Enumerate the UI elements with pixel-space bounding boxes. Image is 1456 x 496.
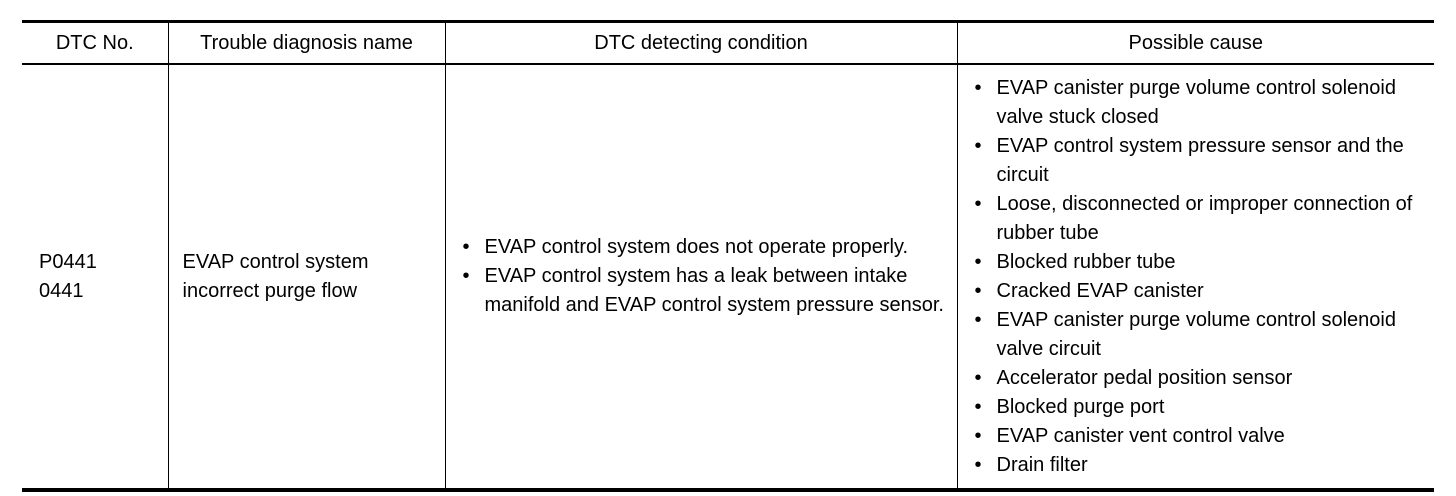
bullet-icon: • — [974, 279, 982, 302]
dtc-table — [22, 20, 1434, 492]
header-trouble-diagnosis-name: Trouble diagnosis name — [168, 22, 445, 65]
possible-cause-cell — [957, 64, 1434, 490]
list-item — [972, 190, 1423, 248]
condition-text: EVAP control system does not operate properly. — [484, 236, 909, 258]
condition-list — [460, 233, 945, 320]
list-item — [972, 74, 1423, 132]
condition-text: EVAP control system has a leak between intake manifold and EVAP control system pressure sensor. — [484, 265, 944, 316]
diagnosis-name: EVAP control system incorrect purge flow — [182, 250, 369, 302]
list-item — [972, 364, 1423, 393]
cause-text: EVAP canister vent control valve — [996, 424, 1285, 447]
cause-text: EVAP canister purge volume control solenoid valve stuck closed — [996, 76, 1396, 128]
cause-text: Loose, disconnected or improper connection of rubber tube — [996, 192, 1413, 244]
bullet-icon: • — [974, 308, 982, 331]
list-item — [972, 306, 1423, 364]
dtc-code: 0441 — [39, 279, 84, 302]
list-item — [460, 233, 945, 262]
header-dtc-detecting-condition: DTC detecting condition — [445, 22, 957, 65]
list-item — [972, 277, 1423, 306]
bullet-icon: • — [974, 192, 982, 215]
bullet-icon: • — [974, 134, 982, 157]
bullet-icon: • — [974, 366, 982, 389]
cause-text: Drain filter — [996, 453, 1088, 476]
dtc-number-cell — [22, 64, 168, 490]
list-item — [972, 248, 1423, 277]
bullet-icon: • — [974, 250, 982, 273]
cause-text: Accelerator pedal position sensor — [996, 366, 1293, 389]
header-row — [22, 22, 1434, 65]
dtc-table-container — [22, 20, 1434, 492]
cause-text: EVAP canister purge volume control solenoid valve circuit — [996, 308, 1396, 360]
cause-text: Cracked EVAP canister — [996, 279, 1204, 302]
cause-text: EVAP control system pressure sensor and the circuit — [996, 134, 1404, 186]
table-row — [22, 64, 1434, 490]
list-item — [460, 262, 945, 320]
list-item — [972, 393, 1423, 422]
bullet-icon: • — [974, 453, 982, 476]
list-item — [972, 451, 1423, 480]
header-possible-cause: Possible cause — [957, 22, 1434, 65]
list-item — [972, 422, 1423, 451]
bullet-icon: • — [974, 424, 982, 447]
list-item — [972, 132, 1423, 190]
bullet-icon: • — [974, 76, 982, 99]
header-dtc-no: DTC No. — [22, 22, 168, 65]
cause-list — [972, 74, 1423, 480]
bullet-icon: • — [974, 395, 982, 418]
dtc-code: P0441 — [39, 250, 97, 273]
detecting-condition-cell — [445, 64, 957, 490]
bullet-icon: • — [462, 265, 470, 287]
cause-text: Blocked purge port — [996, 395, 1165, 418]
cause-text: Blocked rubber tube — [996, 250, 1176, 273]
bullet-icon: • — [462, 236, 470, 258]
diagnosis-name-cell — [168, 64, 445, 490]
